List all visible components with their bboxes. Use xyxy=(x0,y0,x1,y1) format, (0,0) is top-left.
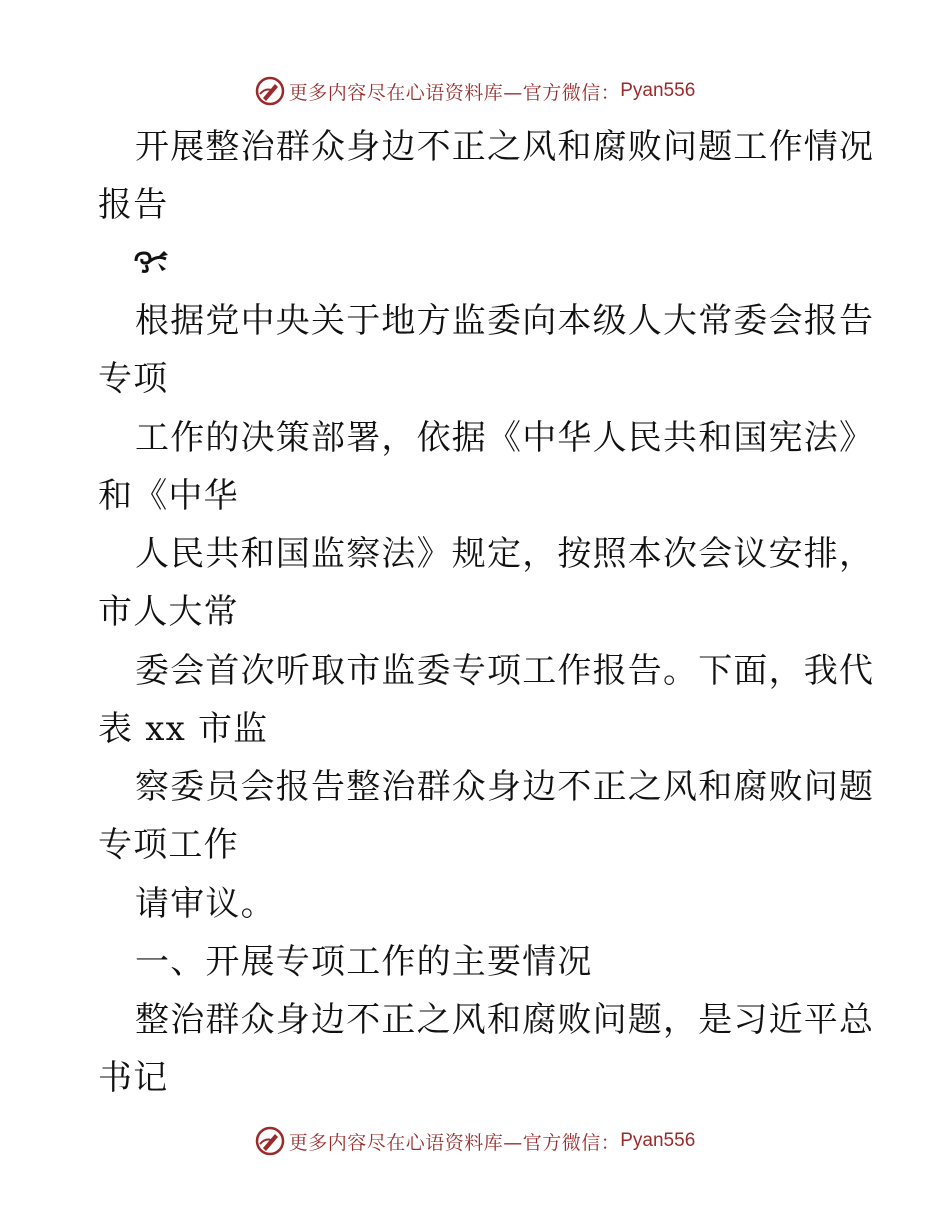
paragraph-line: 整治群众身边不正之风和腐败问题，是习近平总 xyxy=(135,1000,875,1040)
paragraph-line: 和《中华 xyxy=(98,476,239,516)
paragraph-line: 根据党中央关于地方监委向本级人大常委会报告 xyxy=(135,301,875,341)
pen-logo-icon xyxy=(255,1126,285,1156)
paragraph-line: 表 xx 市监 xyxy=(98,709,269,749)
paragraph-line: 委会首次听取市监委专项工作报告。下面，我代 xyxy=(135,651,875,691)
paragraph-line: 工作的决策部署，依据《中华人民共和国宪法》 xyxy=(135,418,875,458)
paragraph-line: 市人大常 xyxy=(98,592,239,632)
paragraph-line: 人民共和国监察法》规定，按照本次会议安排， xyxy=(135,534,875,574)
paragraph-line: 专项 xyxy=(98,359,169,399)
fleuron-ornament-icon xyxy=(132,247,174,277)
paragraph-line: 察委员会报告整治群众身边不正之风和腐败问题 xyxy=(135,767,875,807)
watermark-text: 更多内容尽在心语资料库—官方微信： xyxy=(288,81,621,104)
header-watermark xyxy=(0,71,950,111)
pen-logo-icon xyxy=(255,76,285,106)
document-title-line-1: 开展整治群众身边不正之风和腐败问题工作情况 xyxy=(135,127,875,167)
watermark-handle: Pyan556 xyxy=(620,80,696,101)
paragraph-line: 书记 xyxy=(98,1058,169,1098)
paragraph-line: 请审议。 xyxy=(135,884,276,924)
document-title-line-2: 报告 xyxy=(98,185,169,225)
paragraph-line: 专项工作 xyxy=(98,825,239,865)
watermark-text: 更多内容尽在心语资料库—官方微信： xyxy=(288,1131,621,1154)
footer-watermark xyxy=(0,1121,950,1161)
watermark-handle: Pyan556 xyxy=(620,1130,696,1151)
section-heading: 一、开展专项工作的主要情况 xyxy=(135,942,593,982)
